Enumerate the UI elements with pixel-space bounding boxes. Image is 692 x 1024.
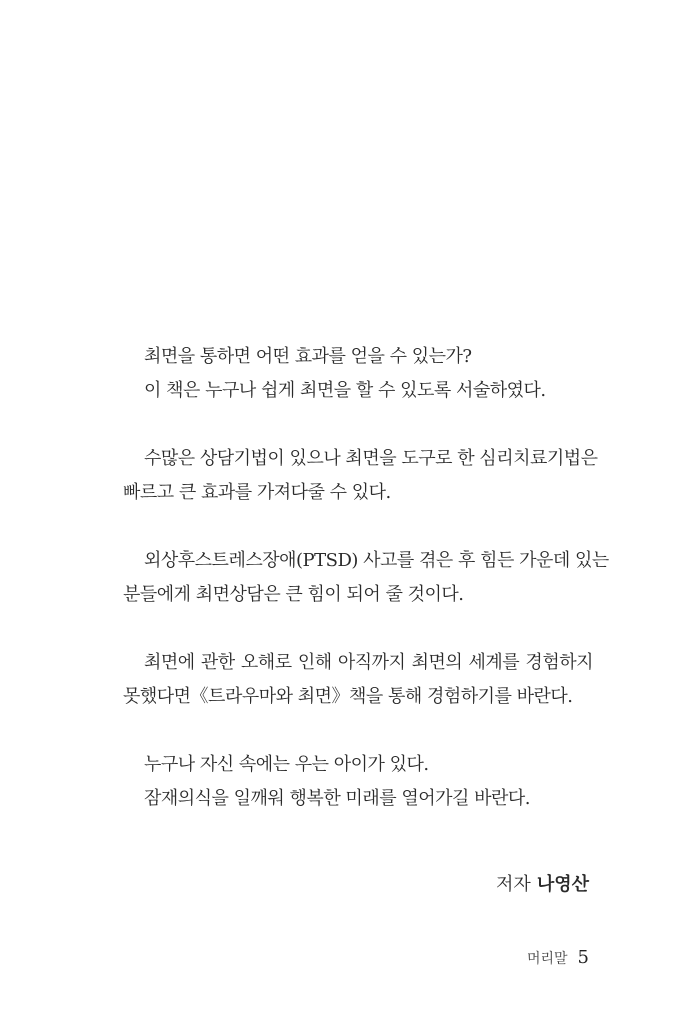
paragraph-3 (123, 544, 609, 612)
text-line: 누구나 자신 속에는 우는 아이가 있다. (144, 754, 429, 775)
text-line: 수많은 상담기법이 있으나 최면을 도구로 한 심리치료기법은 (144, 448, 598, 469)
text-line: 외상후스트레스장애(PTSD) 사고를 겪은 후 힘든 가운데 있는 (144, 550, 609, 571)
text-line: 빠르고 큰 효과를 가져다줄 수 있다. (123, 482, 391, 503)
text-line: 이 책은 누구나 쉽게 최면을 할 수 있도록 서술하였다. (144, 380, 546, 401)
paragraph-4 (123, 646, 593, 714)
author-name: 나영산 (536, 874, 589, 895)
text-line: 잠재의식을 일깨워 행복한 미래를 열어가길 바란다. (144, 788, 530, 809)
text-line: 최면을 통하면 어떤 효과를 얻을 수 있는가? (144, 346, 472, 367)
author-role: 저자 (496, 874, 531, 895)
preface-body (123, 340, 609, 850)
author-signature (496, 872, 589, 898)
text-line: 최면에 관한 오해로 인해 아직까지 최면의 세계를 경험하지 (144, 652, 593, 673)
paragraph-5 (123, 748, 593, 816)
page-number: 5 (577, 947, 589, 968)
text-line: 못했다면《트라우마와 최면》책을 통해 경험하기를 바란다. (123, 686, 573, 707)
text-line: 분들에게 최면상담은 큰 힘이 되어 줄 것이다. (123, 584, 464, 605)
section-title: 머리말 (526, 951, 568, 967)
paragraph-2 (123, 442, 598, 510)
paragraph-1 (123, 340, 593, 408)
page-footer (527, 946, 589, 971)
